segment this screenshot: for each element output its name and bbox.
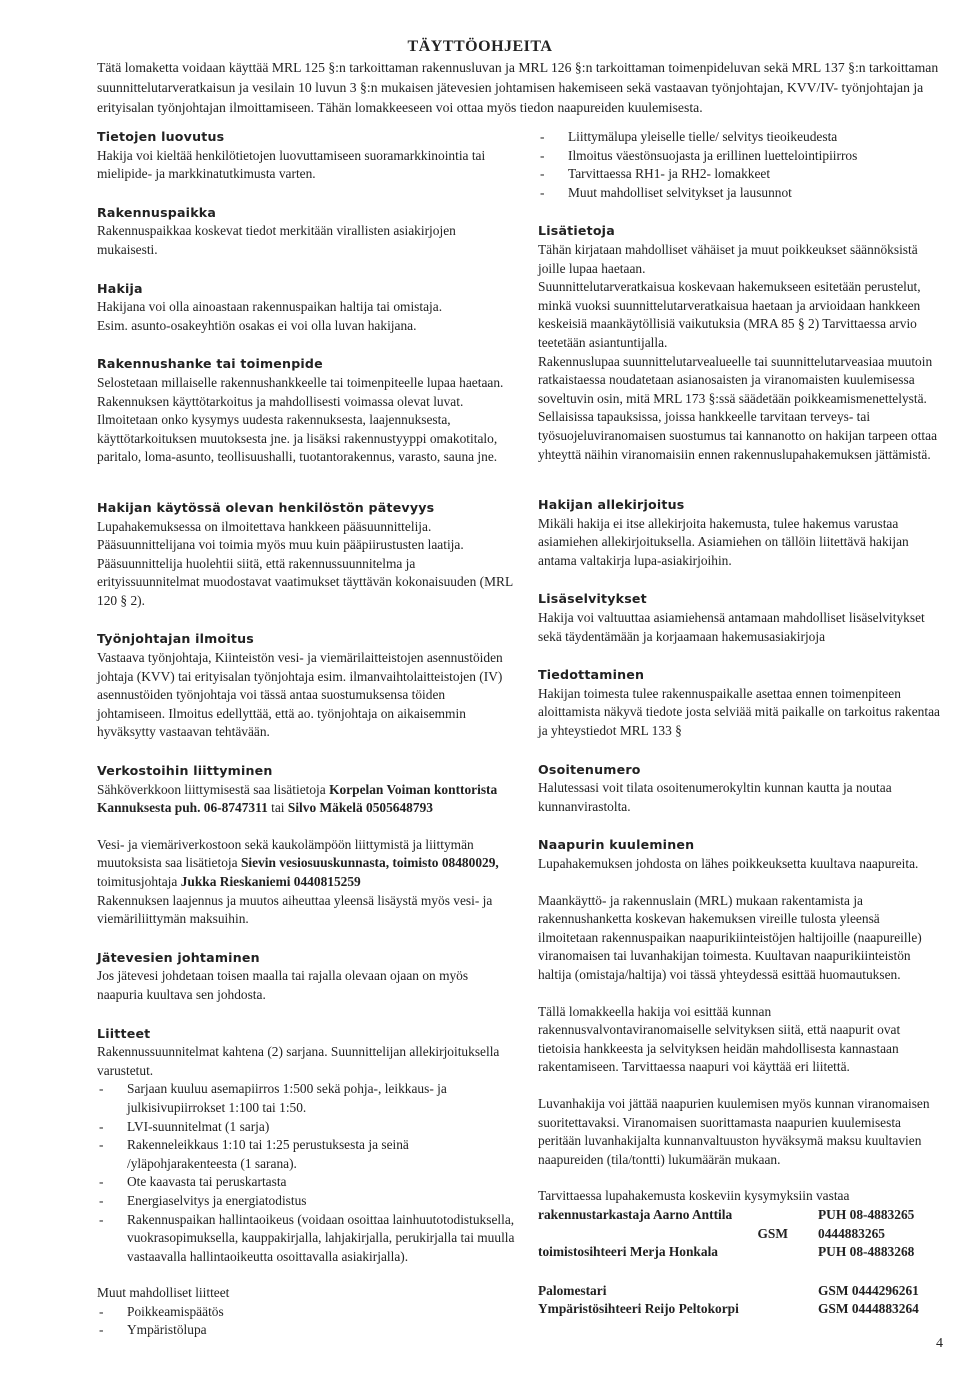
section-tietojen-luovutus: [97, 128, 515, 184]
section-text: Lupahakemuksen johdosta on lähes poikkeuksetta kuultava naapureita.: [538, 856, 919, 871]
section-allekirjoitus: [538, 496, 943, 570]
section-text: Jos jätevesi johdetaan toisen maalla tai rajalla olevaan ojaan on myös naapuria kuultava sen johdosta.: [97, 968, 469, 1002]
section-text: Selostetaan millaiselle rakennushankkeelle tai toimenpiteelle lupaa haetaan. Rakennuksen käyttötarkoitus ja mahdollisesti voimassa olevat luvat.: [97, 374, 504, 409]
section-text: Rakennussuunnitelmat kahtena (2) sarjana. Suunnittelijan allekirjoituksella varustetut.: [97, 1044, 500, 1078]
text-span: Jukka Rieskaniemi 0440815259: [180, 874, 361, 889]
contact-row: [538, 1243, 943, 1262]
contact-phone: [818, 1282, 943, 1301]
phone-number: 0444883264: [851, 1301, 919, 1317]
section-heading: Osoitenumero: [538, 761, 641, 777]
contact-name: rakennustarkastaja Aarno Anttila: [538, 1206, 733, 1222]
list-item: - Energiaselvitys ja energiatodistus: [97, 1192, 515, 1211]
contact-row: [538, 1282, 943, 1301]
contact-name: Palomestari: [538, 1282, 607, 1298]
section-heading: Hakija: [97, 280, 143, 296]
section-text: Rakennuspaikkaa koskevat tiedot merkitään virallisten asiakirjojen mukaisesti.: [97, 223, 456, 257]
list-item: - Poikkeamispäätös: [97, 1303, 515, 1322]
section-text: Suunnittelutarveratkaisua koskevaan hakemukseen esitetään perustelut, minkä vuoksi suunnittelutarveratkaisua haetaan ja arvioidaan hankkeen keskeisiä maankäytöllisiä vaikutuksia (MRA 85 § 2) Tarvittaessa arvio teetetään asiantuntijalla.: [538, 279, 921, 350]
phone-type: GSM: [757, 1225, 788, 1241]
section-text: Halutessasi voit tilata osoitenumerokyltin kunnan kautta ja noutaa kunnanvirastolta.: [538, 780, 892, 814]
contact-phone: [818, 1243, 943, 1262]
section-heading: Rakennushanke tai toimenpide: [97, 356, 323, 372]
list-item: - LVI-suunnitelmat (1 sarja): [97, 1118, 515, 1137]
section-text: Hakija voi valtuuttaa asiamiehensä antamaan mahdolliset lisäselvitykset sekä täydentämään ja korjaamaan hakemusasiakirjoja: [538, 610, 925, 644]
section-text: Mikäli hakija ei itse allekirjoita hakemusta, tulee hakemus varustaa asiamiehen allekirjoituksella. Asiamiehen on tällöin liitettävä hakijan antama valtakirja lupa-asiakirjoihin.: [538, 515, 909, 568]
section-heading: Rakennuspaikka: [97, 204, 217, 220]
contact-row: [538, 1300, 943, 1319]
section-heading: Tiedottaminen: [538, 667, 645, 683]
section-text: Sellaisissa tapauksissa, joissa hankkeelle tarvitaan terveys- tai työsuojeluviranomaisen suostumus tai kannanotto on hakijan tarpeen ottaa yhteyttä näihin viranomaisiin ennen rakennuslupahakemuksen jättämistä.: [538, 409, 938, 462]
contact-row: [538, 1225, 943, 1244]
section-text: Maankäyttö- ja rakennuslain (MRL) mukaan rakentamista ja rakennushanketta koskevan hakemuksen vireille tulosta yleensä ilmoitetaan rakennuspaikan naapurikiinteistöjen haltijoille (naapureille) viranomaisen tai luvanhakijan toimesta. Kuultavan naapurikiinteistön haltija (omistaja/haltija) voi tässä yhteydessä esittää huomautuksen.: [538, 892, 922, 982]
section-heading: Hakijan allekirjoitus: [538, 497, 685, 513]
water-contact: [97, 836, 515, 892]
list-item: - Tarvittaessa RH1- ja RH2- lomakkeet: [538, 165, 943, 184]
section-heading: Naapurin kuuleminen: [538, 837, 695, 853]
phone-number: 0444296261: [851, 1282, 919, 1298]
phone-type: GSM: [818, 1301, 849, 1317]
section-rakennushanke: [97, 355, 515, 467]
phone-type: PUH: [818, 1206, 847, 1222]
section-heading: Työnjohtajan ilmoitus: [97, 631, 254, 647]
contact-row: [538, 1206, 943, 1225]
text-span: toimitusjohtaja: [97, 874, 181, 889]
contact-name: Ympäristösihteeri Reijo Peltokorpi: [538, 1301, 739, 1317]
section-naapurin-kuuleminen: [538, 836, 943, 1206]
list-item: - Muut mahdolliset selvitykset ja lausunnot: [538, 184, 943, 203]
text-span: Sähköverkkoon liittymisestä saa lisätietoja: [97, 781, 330, 797]
section-text: Hakijana voi olla ainoastaan rakennuspaikan haltija tai omistaja.: [97, 299, 443, 315]
section-patevyys: [97, 499, 515, 611]
contact-phone: [818, 1300, 943, 1319]
text-span: Sievin vesiosuuskunnasta, toimisto 08480029,: [240, 855, 499, 871]
section-lisaselvitykset: [538, 590, 943, 646]
text-span: tai: [267, 800, 288, 816]
section-tyonjohtaja: [97, 630, 515, 742]
list-item: - Rakennuspaikan hallintaoikeus (voidaan osoittaa lainhuutotodistuksella, vuokrasopimuksella, kauppakirjalla, lahjakirjalla, perukirjalla tai muulla vastaavalla hallintaoikeutta osoittavalla asiakirjalla).: [97, 1211, 515, 1267]
list-item: - Ympäristölupa: [97, 1321, 515, 1340]
phone-number: 08-4883268: [849, 1244, 915, 1260]
section-verkostoihin: [97, 762, 515, 929]
contact-name: toimistosihteeri Merja Honkala: [538, 1244, 718, 1260]
attachments-list-continued: [538, 128, 943, 202]
phone-number: 0444883265: [818, 1225, 885, 1241]
section-text: Rakennuslupaa suunnittelutarvealueelle tai suunnittelutarveasiaa muutoin ratkaistaessa noudatetaan asianosaisten ja viranomaisten kuulemisessa soveltuvin osin, mitä MRL 173 §:ssä säädetään poikkeamismenettelystä.: [538, 353, 933, 406]
section-hakija: [97, 280, 515, 336]
section-osoitenumero: [538, 761, 943, 817]
section-rakennuspaikka: [97, 204, 515, 260]
section-heading: Jätevesien johtaminen: [97, 949, 260, 965]
section-text: Tähän kirjataan mahdolliset vähäiset ja muut poikkeukset säännöksistä joille lupaa haetaan.: [538, 241, 918, 276]
page-number: 4: [936, 1336, 943, 1351]
phone-type: PUH: [818, 1244, 847, 1260]
text-span: Silvo Mäkelä 0505648793: [287, 800, 433, 816]
section-text: Rakennuksen laajennus ja muutos aiheuttaa yleensä lisäystä myös vesi- ja viemäriliittymän maksuihin.: [97, 892, 493, 927]
section-tiedottaminen: [538, 666, 943, 740]
electricity-contact: [97, 781, 515, 818]
section-text: Ilmoitetaan onko kysymys uudesta rakennuksesta, laajennuksesta, käyttötarkoituksen muutoksesta jne. ja lisäksi rakennustyyppi omakotitalo, paritalo, loma-asunto, teollisuushalli, tuotantorakennus, varasto, sauna jne.: [97, 412, 498, 465]
section-heading: Tietojen luovutus: [97, 129, 225, 144]
section-lisatietoja: [538, 222, 943, 464]
attachments-list: [97, 1080, 515, 1266]
list-item: - Sarjaan kuuluu asemapiirros 1:500 sekä pohja-, leikkaus- ja julkisivupiirrokset 1:100 tai 1:50.: [97, 1080, 515, 1117]
list-item: - Ilmoitus väestönsuojasta ja erillinen luettelointipiirros: [538, 147, 943, 166]
section-heading: Hakijan käytössä olevan henkilöstön pätevyys: [97, 499, 435, 515]
section-text: Tarvittaessa lupahakemusta koskeviin kysymyksiin vastaa: [538, 1188, 850, 1204]
list-item: - Ote kaavasta tai peruskartasta: [97, 1173, 515, 1192]
contact-list-2: [538, 1282, 943, 1319]
list-item: - Rakenneleikkaus 1:10 tai 1:25 perustuksesta ja seinä /yläpohjarakenteesta (1 sarana).: [97, 1136, 515, 1173]
section-jatevesien: [97, 949, 515, 1005]
section-text: Vastaava työnjohtaja, Kiinteistön vesi- ja viemärilaitteistojen asennustöiden johtaja (KVV) tai erityisalan työnjohtaja esim. ilmanvaihtolaitteistojen (IV) asennustöiden työnjohtaja voi tässä antaa suostumuksensa töiden johtamiseen. Ilmoitus edellyttää, että ao. työnjohtaja on aikaisemmin hyväksytty vastaavan tehtävään.: [97, 650, 503, 740]
section-heading: Verkostoihin liittyminen: [97, 763, 273, 779]
left-column: [97, 128, 515, 1340]
section-heading: Lisätietoja: [538, 223, 615, 239]
other-attachments-list: [97, 1303, 515, 1340]
section-text: Esim. asunto-osakeyhtiön osakas ei voi olla luvan hakijana.: [97, 317, 417, 333]
phone-type: GSM: [818, 1282, 849, 1298]
section-text: Luvanhakija voi jättää naapurien kuulemisen myös kunnan viranomaisen suoritettavaksi. Viranomaisen suorittamasta naapurien kuulemisesta peritään luvanhakijalta kunnanvaltuuston hyväksymä maksu kuultavien naapureiden (tila/tontti) lukumäärän mukaan.: [538, 1095, 930, 1167]
other-attachments-label: Muut mahdolliset liitteet: [97, 1285, 230, 1301]
text-span: Vesi- ja viemäriverkostoon sekä kaukolämpöön liittymistä ja liittymän muutoksista saa lisätietoja: [97, 836, 474, 871]
section-heading: Liitteet: [97, 1025, 151, 1041]
section-heading: Lisäselvitykset: [538, 591, 647, 607]
intro-paragraph: Tätä lomaketta voidaan käyttää MRL 125 §:n tarkoittaman rakennusluvan ja MRL 126 §:n tarkoittaman toimenpideluvan sekä MRL 137 §:n tarkoittaman suunnittelutarveratkaisun ja vesilain 10 luvun 3 §:n mukaisen jätevesien johtamisen hakemiseen sekä vastaavan työnjohtajan, KVV/IV- työnjohtajan ja erityisalan työnjohtajan ilmoittamiseen. Tähän lomakkeeseen voi ottaa myös tiedon naapureiden kuulemisesta.: [97, 60, 939, 115]
contact-phone: [818, 1206, 943, 1225]
section-text: Lupahakemuksessa on ilmoitettava hankkeen pääsuunnittelija. Pääsuunnittelijana voi toimia myös muu kuin pääpiirustusten laatija. Pääsuunnittelija huolehtii siitä, että rakennussuunnitelma ja erityissuunnitelmat muodostavat vaatimukset täyttävän kokonaisuuden (MRL 120 § 2).: [97, 518, 513, 608]
phone-number: 08-4883265: [849, 1206, 915, 1222]
right-column: [538, 128, 943, 1319]
page-title: TÄYTTÖOHJEITA: [407, 38, 553, 55]
section-liitteet: [97, 1025, 515, 1341]
contact-list: [538, 1206, 943, 1262]
list-item: - Liittymälupa yleiselle tielle/ selvitys tieoikeudesta: [538, 128, 943, 147]
text-span: Korpelan Voiman konttorista Kannuksesta puh. 06-8747311: [97, 781, 498, 816]
section-text: Hakijan toimesta tulee rakennuspaikalle asettaa ennen toimenpiteen aloittamista näkyvä tiedote josta selviää mitä paikalle on tarkoitus rakentaa ja yhteystiedot MRL 133 §: [538, 685, 940, 739]
section-text: Hakija voi kieltää henkilötietojen luovuttamiseen suoramarkkinointia tai mielipide- ja markkinatutkimusta varten.: [97, 147, 486, 182]
section-text: Tällä lomakkeella hakija voi esittää kunnan rakennusvalvontaviranomaiselle selvityksen siitä, että naapurit ovat tietoisia hankkeesta ja selvityksen heidän mahdollisesta kannastaan rakentamiseen. Tarvittaessa naapuri voi käyttää eri liitettä.: [538, 1003, 901, 1075]
